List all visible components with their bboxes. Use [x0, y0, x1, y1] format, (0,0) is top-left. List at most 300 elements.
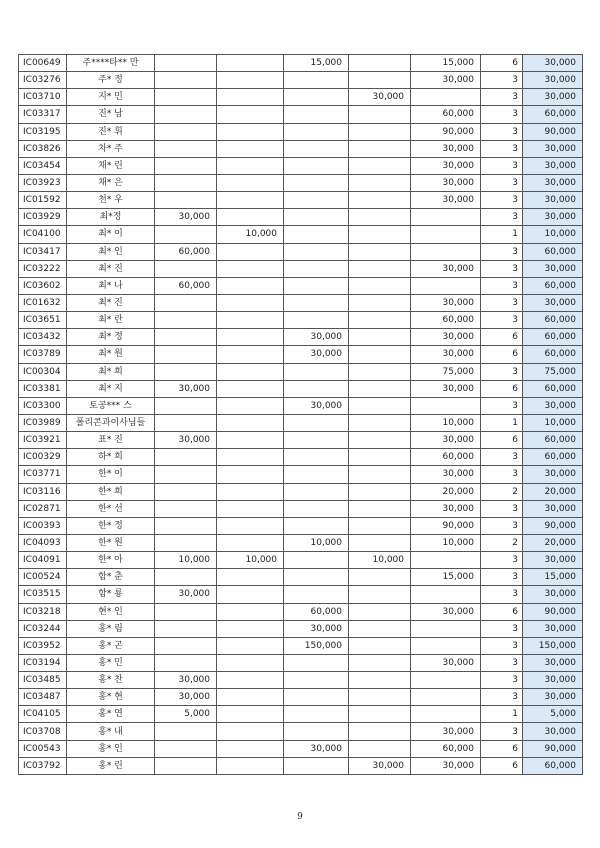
donor-name-cell: 지* 민 — [67, 89, 155, 106]
table-row — [19, 449, 583, 466]
amount-cell: 30,000 — [411, 157, 481, 174]
amount-cell — [349, 329, 411, 346]
amount-cell — [155, 723, 217, 740]
donor-id-cell: IC01632 — [19, 294, 67, 311]
amount-cell — [349, 192, 411, 209]
amount-cell — [284, 106, 349, 123]
amount-cell — [284, 89, 349, 106]
amount-cell — [217, 380, 284, 397]
count-cell: 3 — [481, 397, 523, 414]
donor-name-cell: 최* 희 — [67, 363, 155, 380]
amount-cell — [411, 209, 481, 226]
amount-cell: 30,000 — [411, 432, 481, 449]
table-row — [19, 757, 583, 774]
amount-cell — [284, 260, 349, 277]
amount-cell — [284, 192, 349, 209]
table-row — [19, 380, 583, 397]
amount-cell — [411, 226, 481, 243]
table-body — [19, 55, 583, 775]
donor-name-cell: 토공*** 스 — [67, 397, 155, 414]
donor-name-cell: 홍* 린 — [67, 757, 155, 774]
donor-name-cell: 최* 원 — [67, 346, 155, 363]
amount-cell: 10,000 — [411, 534, 481, 551]
amount-cell — [349, 449, 411, 466]
donor-name-cell: 홍* 찬 — [67, 672, 155, 689]
amount-cell — [155, 740, 217, 757]
donor-id-cell: IC00649 — [19, 55, 67, 72]
amount-cell: 60,000 — [155, 243, 217, 260]
amount-cell — [349, 363, 411, 380]
amount-cell — [349, 672, 411, 689]
count-cell: 3 — [481, 157, 523, 174]
donor-id-cell: IC03485 — [19, 672, 67, 689]
count-cell: 3 — [481, 449, 523, 466]
amount-cell — [155, 654, 217, 671]
amount-cell: 10,000 — [217, 552, 284, 569]
amount-cell — [155, 620, 217, 637]
donor-id-cell: IC03222 — [19, 260, 67, 277]
donor-id-cell: IC00304 — [19, 363, 67, 380]
amount-cell — [217, 346, 284, 363]
donor-id-cell: IC03923 — [19, 174, 67, 191]
amount-cell — [217, 689, 284, 706]
count-cell: 1 — [481, 414, 523, 431]
total-cell: 30,000 — [523, 466, 583, 483]
amount-cell — [284, 552, 349, 569]
table-row — [19, 569, 583, 586]
table-row — [19, 637, 583, 654]
table-row — [19, 243, 583, 260]
donor-id-cell: IC03921 — [19, 432, 67, 449]
donor-name-cell: 한* 원 — [67, 534, 155, 551]
amount-cell — [217, 654, 284, 671]
amount-cell — [217, 500, 284, 517]
amount-cell — [349, 277, 411, 294]
page-number: 9 — [297, 812, 303, 822]
amount-cell — [349, 312, 411, 329]
amount-cell — [349, 466, 411, 483]
amount-cell — [217, 706, 284, 723]
donor-id-cell: IC03244 — [19, 620, 67, 637]
count-cell: 2 — [481, 483, 523, 500]
table-row — [19, 672, 583, 689]
amount-cell — [284, 466, 349, 483]
count-cell: 6 — [481, 740, 523, 757]
amount-cell — [349, 397, 411, 414]
amount-cell — [411, 637, 481, 654]
table-row — [19, 277, 583, 294]
count-cell: 3 — [481, 672, 523, 689]
amount-cell — [349, 226, 411, 243]
table-row — [19, 620, 583, 637]
donor-name-cell: 홍* 현 — [67, 689, 155, 706]
amount-cell — [284, 414, 349, 431]
total-cell: 5,000 — [523, 706, 583, 723]
donor-id-cell: IC04091 — [19, 552, 67, 569]
total-cell: 30,000 — [523, 72, 583, 89]
amount-cell: 30,000 — [349, 89, 411, 106]
table-row — [19, 552, 583, 569]
amount-cell: 30,000 — [411, 723, 481, 740]
total-cell: 60,000 — [523, 346, 583, 363]
amount-cell — [411, 620, 481, 637]
amount-cell — [284, 294, 349, 311]
count-cell: 3 — [481, 140, 523, 157]
donor-id-cell: IC03708 — [19, 723, 67, 740]
total-cell: 75,000 — [523, 363, 583, 380]
donor-id-cell: IC03381 — [19, 380, 67, 397]
amount-cell: 30,000 — [411, 192, 481, 209]
amount-cell — [349, 72, 411, 89]
amount-cell — [217, 89, 284, 106]
amount-cell: 75,000 — [411, 363, 481, 380]
donor-name-cell: 홍* 곤 — [67, 637, 155, 654]
amount-cell — [217, 312, 284, 329]
amount-cell — [155, 534, 217, 551]
amount-cell — [349, 603, 411, 620]
table-row — [19, 123, 583, 140]
amount-cell — [411, 397, 481, 414]
total-cell: 60,000 — [523, 329, 583, 346]
amount-cell — [349, 294, 411, 311]
amount-cell — [217, 466, 284, 483]
donor-id-cell: IC03116 — [19, 483, 67, 500]
count-cell: 6 — [481, 432, 523, 449]
amount-cell — [217, 106, 284, 123]
amount-cell — [349, 346, 411, 363]
donor-name-cell: 함* 춘 — [67, 569, 155, 586]
amount-cell — [217, 397, 284, 414]
donor-id-cell: IC04093 — [19, 534, 67, 551]
total-cell: 60,000 — [523, 106, 583, 123]
amount-cell — [155, 363, 217, 380]
amount-cell — [349, 209, 411, 226]
amount-cell: 30,000 — [284, 740, 349, 757]
amount-cell — [217, 329, 284, 346]
amount-cell — [155, 157, 217, 174]
total-cell: 60,000 — [523, 432, 583, 449]
donor-id-cell: IC03218 — [19, 603, 67, 620]
total-cell: 30,000 — [523, 586, 583, 603]
amount-cell — [155, 106, 217, 123]
amount-cell — [155, 294, 217, 311]
amount-cell: 30,000 — [411, 757, 481, 774]
count-cell: 3 — [481, 723, 523, 740]
amount-cell — [217, 620, 284, 637]
donor-id-cell: IC04105 — [19, 706, 67, 723]
count-cell: 3 — [481, 192, 523, 209]
amount-cell — [284, 243, 349, 260]
total-cell: 60,000 — [523, 757, 583, 774]
total-cell: 60,000 — [523, 277, 583, 294]
amount-cell: 30,000 — [284, 620, 349, 637]
amount-cell — [349, 483, 411, 500]
count-cell: 6 — [481, 346, 523, 363]
amount-cell — [284, 277, 349, 294]
total-cell: 30,000 — [523, 55, 583, 72]
count-cell: 3 — [481, 106, 523, 123]
total-cell: 30,000 — [523, 672, 583, 689]
amount-cell: 30,000 — [411, 260, 481, 277]
donor-id-cell: IC03454 — [19, 157, 67, 174]
donor-table — [18, 54, 583, 775]
total-cell: 30,000 — [523, 552, 583, 569]
amount-cell: 30,000 — [411, 466, 481, 483]
donor-id-cell: IC03826 — [19, 140, 67, 157]
amount-cell — [155, 192, 217, 209]
amount-cell: 10,000 — [349, 552, 411, 569]
table-row — [19, 157, 583, 174]
table-row — [19, 414, 583, 431]
amount-cell — [217, 260, 284, 277]
total-cell: 20,000 — [523, 534, 583, 551]
amount-cell — [411, 277, 481, 294]
amount-cell — [284, 72, 349, 89]
amount-cell — [155, 140, 217, 157]
amount-cell — [155, 517, 217, 534]
amount-cell — [155, 603, 217, 620]
table-row — [19, 72, 583, 89]
table-row — [19, 226, 583, 243]
donor-id-cell: IC03792 — [19, 757, 67, 774]
amount-cell — [217, 140, 284, 157]
table-row — [19, 140, 583, 157]
total-cell: 90,000 — [523, 603, 583, 620]
amount-cell — [349, 534, 411, 551]
donor-name-cell: 한* 정 — [67, 517, 155, 534]
donor-name-cell: 최* 이 — [67, 226, 155, 243]
total-cell: 30,000 — [523, 174, 583, 191]
table-row — [19, 432, 583, 449]
amount-cell — [284, 209, 349, 226]
donor-name-cell: 천* 우 — [67, 192, 155, 209]
count-cell: 6 — [481, 757, 523, 774]
total-cell: 10,000 — [523, 226, 583, 243]
amount-cell — [217, 672, 284, 689]
amount-cell: 30,000 — [155, 432, 217, 449]
amount-cell — [155, 174, 217, 191]
donor-name-cell: 최* 진 — [67, 260, 155, 277]
amount-cell — [155, 346, 217, 363]
donor-id-cell: IC01592 — [19, 192, 67, 209]
amount-cell: 10,000 — [155, 552, 217, 569]
donor-id-cell: IC03417 — [19, 243, 67, 260]
table-row — [19, 174, 583, 191]
table-row — [19, 689, 583, 706]
amount-cell — [349, 637, 411, 654]
amount-cell — [349, 654, 411, 671]
count-cell: 3 — [481, 517, 523, 534]
amount-cell — [217, 517, 284, 534]
amount-cell — [349, 569, 411, 586]
count-cell: 3 — [481, 277, 523, 294]
donor-id-cell: IC00329 — [19, 449, 67, 466]
amount-cell: 10,000 — [217, 226, 284, 243]
amount-cell: 30,000 — [411, 654, 481, 671]
amount-cell — [155, 414, 217, 431]
amount-cell — [155, 89, 217, 106]
amount-cell — [349, 123, 411, 140]
amount-cell — [284, 363, 349, 380]
amount-cell: 15,000 — [411, 569, 481, 586]
donor-id-cell: IC03789 — [19, 346, 67, 363]
table-row — [19, 654, 583, 671]
amount-cell — [349, 380, 411, 397]
amount-cell: 30,000 — [284, 346, 349, 363]
amount-cell: 150,000 — [284, 637, 349, 654]
donor-name-cell: 채* 린 — [67, 157, 155, 174]
amount-cell — [217, 157, 284, 174]
amount-cell — [349, 500, 411, 517]
amount-cell — [284, 380, 349, 397]
table-row — [19, 740, 583, 757]
count-cell: 3 — [481, 89, 523, 106]
count-cell: 6 — [481, 380, 523, 397]
count-cell: 3 — [481, 466, 523, 483]
donor-id-cell: IC03317 — [19, 106, 67, 123]
total-cell: 30,000 — [523, 260, 583, 277]
count-cell: 3 — [481, 586, 523, 603]
amount-cell: 30,000 — [155, 672, 217, 689]
table-row — [19, 363, 583, 380]
donor-id-cell: IC00524 — [19, 569, 67, 586]
amount-cell — [217, 534, 284, 551]
total-cell: 30,000 — [523, 209, 583, 226]
amount-cell — [284, 723, 349, 740]
donor-name-cell: 최* 정 — [67, 329, 155, 346]
amount-cell: 90,000 — [411, 517, 481, 534]
donor-name-cell: 채* 은 — [67, 174, 155, 191]
amount-cell — [155, 637, 217, 654]
amount-cell: 10,000 — [411, 414, 481, 431]
amount-cell — [155, 312, 217, 329]
amount-cell: 30,000 — [411, 346, 481, 363]
amount-cell — [155, 329, 217, 346]
amount-cell — [349, 260, 411, 277]
amount-cell: 60,000 — [411, 740, 481, 757]
total-cell: 30,000 — [523, 620, 583, 637]
amount-cell — [411, 243, 481, 260]
amount-cell — [217, 294, 284, 311]
amount-cell — [284, 157, 349, 174]
donor-id-cell: IC03432 — [19, 329, 67, 346]
table-row — [19, 209, 583, 226]
amount-cell: 30,000 — [411, 603, 481, 620]
donor-id-cell: IC03602 — [19, 277, 67, 294]
amount-cell — [217, 192, 284, 209]
amount-cell — [284, 757, 349, 774]
count-cell: 3 — [481, 637, 523, 654]
amount-cell — [155, 569, 217, 586]
amount-cell — [349, 517, 411, 534]
donor-name-cell: 홍* 내 — [67, 723, 155, 740]
amount-cell: 15,000 — [411, 55, 481, 72]
amount-cell — [217, 569, 284, 586]
amount-cell — [217, 277, 284, 294]
donor-name-cell: 최* 진 — [67, 294, 155, 311]
count-cell: 6 — [481, 55, 523, 72]
amount-cell — [349, 414, 411, 431]
amount-cell: 30,000 — [411, 140, 481, 157]
count-cell: 3 — [481, 209, 523, 226]
amount-cell — [284, 123, 349, 140]
amount-cell: 5,000 — [155, 706, 217, 723]
amount-cell — [349, 706, 411, 723]
total-cell: 90,000 — [523, 123, 583, 140]
amount-cell: 60,000 — [411, 106, 481, 123]
amount-cell — [217, 603, 284, 620]
amount-cell — [284, 586, 349, 603]
table-row — [19, 294, 583, 311]
amount-cell — [284, 483, 349, 500]
amount-cell — [349, 586, 411, 603]
table-row — [19, 603, 583, 620]
amount-cell — [349, 157, 411, 174]
amount-cell — [284, 706, 349, 723]
total-cell: 30,000 — [523, 294, 583, 311]
amount-cell: 30,000 — [411, 294, 481, 311]
count-cell: 3 — [481, 312, 523, 329]
total-cell: 150,000 — [523, 637, 583, 654]
amount-cell — [217, 483, 284, 500]
amount-cell — [217, 740, 284, 757]
donor-id-cell: IC03487 — [19, 689, 67, 706]
donor-id-cell: IC03195 — [19, 123, 67, 140]
amount-cell — [411, 672, 481, 689]
amount-cell: 30,000 — [155, 586, 217, 603]
amount-cell — [284, 689, 349, 706]
amount-cell — [155, 55, 217, 72]
amount-cell — [155, 72, 217, 89]
donor-name-cell: 홍* 인 — [67, 740, 155, 757]
table-row — [19, 397, 583, 414]
count-cell: 1 — [481, 706, 523, 723]
total-cell: 30,000 — [523, 689, 583, 706]
amount-cell — [349, 55, 411, 72]
donor-id-cell: IC04100 — [19, 226, 67, 243]
table-row — [19, 192, 583, 209]
amount-cell — [155, 757, 217, 774]
amount-cell — [284, 654, 349, 671]
donor-id-cell: IC03515 — [19, 586, 67, 603]
amount-cell — [349, 140, 411, 157]
amount-cell — [217, 243, 284, 260]
donor-name-cell: 진* 남 — [67, 106, 155, 123]
amount-cell — [217, 414, 284, 431]
donor-name-cell: 최* 지 — [67, 380, 155, 397]
amount-cell: 30,000 — [411, 72, 481, 89]
donor-id-cell: IC00543 — [19, 740, 67, 757]
donor-id-cell: IC03710 — [19, 89, 67, 106]
count-cell: 6 — [481, 603, 523, 620]
amount-cell — [155, 449, 217, 466]
table-row — [19, 346, 583, 363]
total-cell: 60,000 — [523, 243, 583, 260]
donor-name-cell: 최* 란 — [67, 312, 155, 329]
amount-cell: 10,000 — [284, 534, 349, 551]
donor-name-cell: 주****타** 만 — [67, 55, 155, 72]
amount-cell — [284, 517, 349, 534]
amount-cell — [284, 569, 349, 586]
count-cell: 3 — [481, 243, 523, 260]
amount-cell — [217, 55, 284, 72]
amount-cell — [155, 500, 217, 517]
amount-cell — [284, 449, 349, 466]
donor-name-cell: 한* 희 — [67, 483, 155, 500]
amount-cell — [284, 312, 349, 329]
table-row — [19, 500, 583, 517]
table-row — [19, 312, 583, 329]
